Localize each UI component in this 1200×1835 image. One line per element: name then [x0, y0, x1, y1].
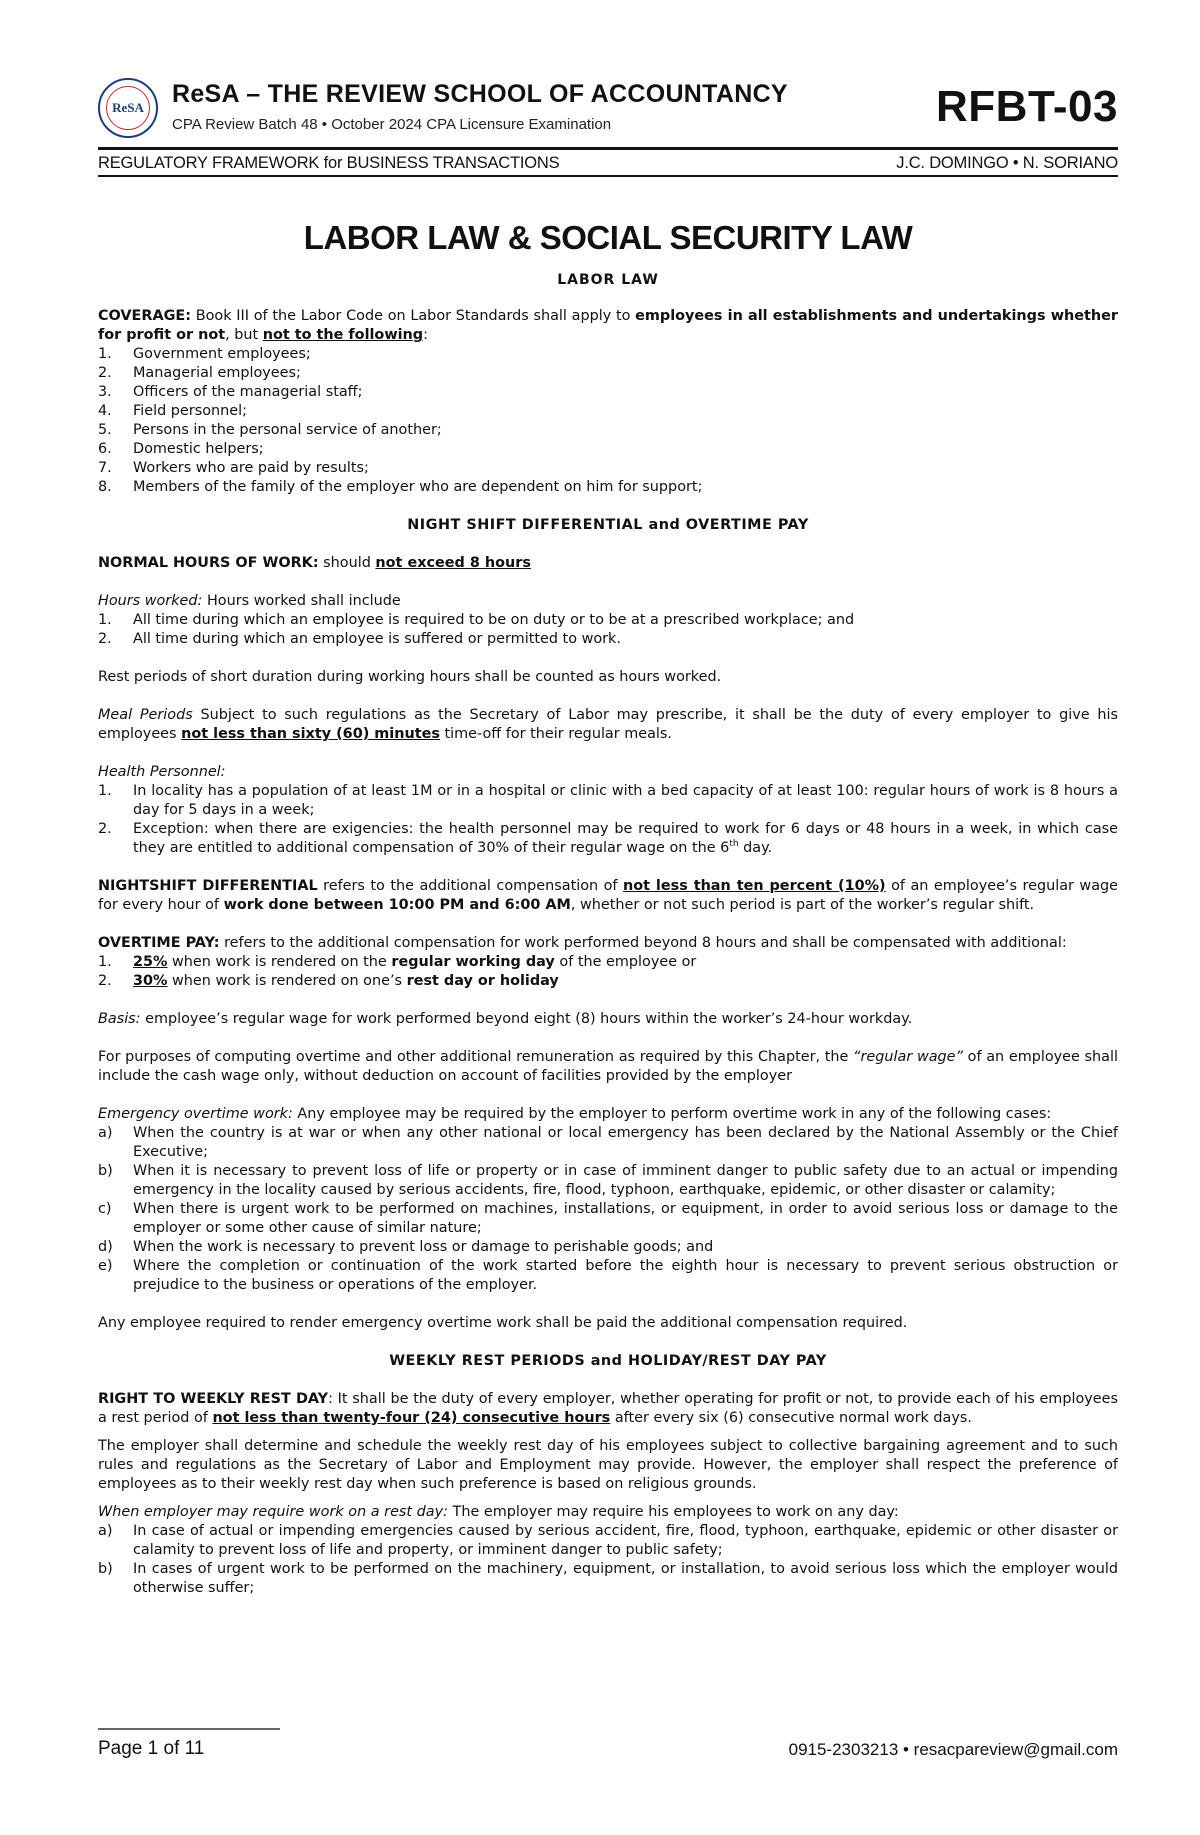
overtime-pay-paragraph: [98, 934, 1118, 953]
right-rest-label: RIGHT TO WEEKLY REST DAY: [98, 1391, 329, 1407]
coverage-text-2: , but: [225, 327, 263, 343]
page-number: Page 1 of 11: [98, 1738, 205, 1759]
school-name: ReSA – THE REVIEW SCHOOL OF ACCOUNTANCY: [172, 80, 788, 108]
overtime-list: [98, 953, 1118, 991]
nsd-hours: work done between 10:00 PM and 6:00 AM: [223, 897, 571, 913]
hours-worked-text: Hours worked shall include: [202, 593, 401, 609]
list-item: 1. All time during which an employee is required to be on duty or to be at a prescribed workplace; and: [98, 612, 855, 628]
emergency-closing-paragraph: Any employee required to render emergency overtime work shall be paid the additional compensation required.: [98, 1315, 908, 1331]
footer-divider: [98, 1728, 280, 1730]
hours-worked-list: [98, 611, 1118, 649]
subheader-divider: [98, 175, 1118, 177]
list-item: a) When the country is at war or when any other national or local emergency has been declared by the National Assembly or the Chief Executive;: [98, 1125, 1118, 1160]
coverage-text: Book III of the Labor Code on Labor Standards shall apply to: [191, 308, 636, 324]
rest-day-work-label: When employer may require work on a rest day:: [98, 1504, 448, 1520]
contact-info: 0915-2303213 • resacpareview@gmail.com: [788, 1740, 1118, 1759]
list-item: 1. In locality has a population of at least 1M or in a hospital or clinic with a bed capacity of at least 100: regular hours of work is 8 hours a day for 5 days in a week;: [98, 783, 1118, 818]
batch-info: CPA Review Batch 48 • October 2024 CPA Licensure Examination: [172, 116, 612, 133]
meal-minutes: not less than sixty (60) minutes: [181, 726, 440, 742]
list-item: 2. Exception: when there are exigencies: the health personnel may be required to work for 6 days or 48 hours in a week, in which case they are entitled to additional compensation of 30% of their regular wage on the 6th day.: [98, 821, 1118, 856]
list-item: c) When there is urgent work to be performed on machines, installations, or equipment, in order to avoid serious loss or damage to the employer or some other cause of similar nature;: [98, 1201, 1118, 1236]
nsd-text-2: of an employee’s regular wage for every hour of: [98, 878, 1118, 913]
weekly-rest-heading: WEEKLY REST PERIODS and HOLIDAY/REST DAY PAY: [389, 1353, 827, 1369]
basis-text: employee’s regular wage for work performed beyond eight (8) hours within the worker’s 24-hour workday.: [140, 1011, 913, 1027]
normal-hours-text: should: [318, 555, 376, 571]
list-item: 8. Members of the family of the employer who are dependent on him for support;: [98, 479, 703, 495]
list-item: 2. 30% when work is rendered on one’s rest day or holiday: [98, 973, 559, 989]
emergency-list: [98, 1124, 1118, 1295]
coverage-paragraph: [98, 307, 1118, 345]
coverage-bold: employees in all establishments and undertakings whether for profit or not: [98, 308, 1118, 343]
list-item: 2. All time during which an employee is suffered or permitted to work.: [98, 631, 621, 647]
nsd-text-3: , whether or not such period is part of the worker’s regular shift.: [570, 897, 1035, 913]
right-rest-text: : It shall be the duty of every employer, whether operating for profit or not, to provide each of his employees a rest period of: [98, 1391, 1118, 1426]
coverage-text-3: :: [423, 327, 428, 343]
list-item: 1. Government employees;: [98, 346, 311, 362]
right-rest-hours: not less than twenty-four (24) consecutive hours: [212, 1410, 611, 1426]
subject-title: REGULATORY FRAMEWORK for BUSINESS TRANSACTIONS: [98, 154, 560, 172]
right-rest-day-paragraph: [98, 1390, 1118, 1428]
emergency-text: Any employee may be required by the employer to perform overtime work in any of the following cases:: [292, 1106, 1052, 1122]
school-logo: [98, 78, 158, 138]
document-page: [98, 72, 1118, 1598]
meal-periods-label: Meal Periods: [98, 707, 193, 723]
list-item: a) In case of actual or impending emergencies caused by serious accident, fire, flood, typhoon, earthquake, epidemic or other disaster or calamity to prevent loss of life and property, or imminent danger to public safety;: [98, 1523, 1118, 1558]
normal-hours-label: NORMAL HOURS OF WORK:: [98, 555, 319, 571]
overtime-label: OVERTIME PAY:: [98, 935, 220, 951]
list-item: 7. Workers who are paid by results;: [98, 460, 369, 476]
emergency-label: Emergency overtime work:: [98, 1106, 293, 1122]
nsd-label: NIGHTSHIFT DIFFERENTIAL: [98, 878, 318, 894]
authors: J.C. DOMINGO • N. SORIANO: [896, 154, 1118, 172]
nsd-rate: not less than ten percent (10%): [623, 878, 886, 894]
header: [98, 72, 1118, 142]
rest-schedule-paragraph: The employer shall determine and schedule the weekly rest day of his employees subject to collective bargaining agreement and to such rules and regulations as the Secretary of Labor and Employment may provide. However, the employer shall respect the preference of employees as to their weekly rest day when such preference is based on religious grounds.: [98, 1438, 1118, 1492]
coverage-exclusions-list: [98, 345, 1118, 497]
meal-text-2: time-off for their regular meals.: [439, 726, 673, 742]
normal-hours-paragraph: [98, 554, 1118, 573]
rest-day-work-list: [98, 1522, 1118, 1598]
night-shift-heading: NIGHT SHIFT DIFFERENTIAL and OVERTIME PAY: [407, 517, 809, 533]
section-label: LABOR LAW: [557, 272, 659, 288]
health-personnel-list: [98, 782, 1118, 858]
regular-wage-paragraph: For purposes of computing overtime and other additional remuneration as required by this Chapter, the “regular wage” of an employee shall include the cash wage only, without deduction on account of facilities provided by the employer: [98, 1049, 1118, 1084]
list-item: e) Where the completion or continuation of the work started before the eighth hour is necessary to prevent serious obstruction or prejudice to the business or operations of the employer.: [98, 1258, 1118, 1293]
hours-worked-paragraph: [98, 592, 1118, 611]
nsd-text: refers to the additional compensation of: [317, 878, 623, 894]
list-item: 1. 25% when work is rendered on the regular working day of the employee or: [98, 954, 697, 970]
document-code: RFBT-03: [936, 82, 1118, 131]
rest-day-work-paragraph: [98, 1503, 1118, 1522]
list-item: d) When the work is necessary to prevent loss or damage to perishable goods; and: [98, 1239, 714, 1255]
rest-periods-paragraph: Rest periods of short duration during working hours shall be counted as hours worked.: [98, 669, 722, 685]
night-shift-differential-paragraph: [98, 877, 1118, 915]
list-item: 4. Field personnel;: [98, 403, 247, 419]
normal-hours-limit: not exceed 8 hours: [375, 555, 531, 571]
list-item: 3. Officers of the managerial staff;: [98, 384, 363, 400]
overtime-text: refers to the additional compensation for work performed beyond 8 hours and shall be compensated with additional:: [219, 935, 1067, 951]
basis-label: Basis:: [98, 1011, 141, 1027]
document-body: [98, 307, 1118, 1598]
coverage-label: COVERAGE:: [98, 308, 191, 324]
list-item: b) In cases of urgent work to be performed on the machinery, equipment, or installation, to avoid serious loss which the employer would otherwise suffer;: [98, 1561, 1118, 1596]
list-item: 2. Managerial employees;: [98, 365, 301, 381]
page-title: LABOR LAW & SOCIAL SECURITY LAW: [303, 219, 913, 256]
meal-periods-paragraph: [98, 706, 1118, 744]
meal-text: Subject to such regulations as the Secretary of Labor may prescribe, it shall be the duty of every employer to give his employees: [98, 707, 1118, 742]
subheader: [98, 150, 1118, 175]
right-rest-text-2: after every six (6) consecutive normal work days.: [610, 1410, 972, 1426]
coverage-underline: not to the following: [262, 327, 424, 343]
health-personnel-label: Health Personnel:: [98, 764, 226, 780]
hours-worked-label: Hours worked:: [98, 593, 203, 609]
basis-paragraph: [98, 1010, 1118, 1029]
logo-mark: ReSA: [106, 86, 150, 130]
rest-day-work-text: The employer may require his employees to work on any day:: [447, 1504, 899, 1520]
list-item: b) When it is necessary to prevent loss of life or property or in case of imminent danger to public safety due to an actual or impending emergency in the locality caused by serious accidents, fire, flood, typhoon, earthquake, epidemic, or other disaster or calamity;: [98, 1163, 1118, 1198]
list-item: 5. Persons in the personal service of another;: [98, 422, 442, 438]
list-item: 6. Domestic helpers;: [98, 441, 264, 457]
emergency-overtime-paragraph: [98, 1105, 1118, 1124]
